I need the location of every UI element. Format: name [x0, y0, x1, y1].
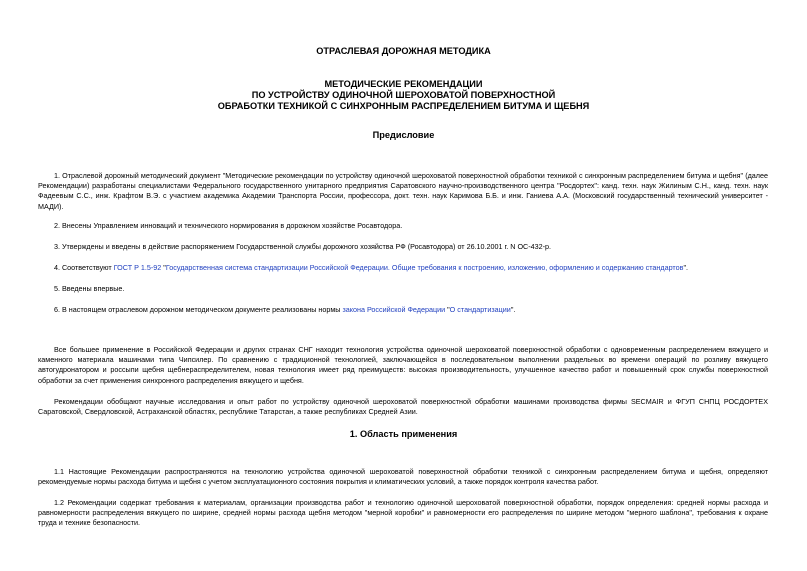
preface-item-4-prefix: 4. Соответствуют: [54, 263, 114, 272]
doc-title-line-2: ПО УСТРОЙСТВУ ОДИНОЧНОЙ ШЕРОХОВАТОЙ ПОВЕРХНОСТНОЙ: [251, 90, 556, 100]
doc-title-line-1: МЕТОДИЧЕСКИЕ РЕКОМЕНДАЦИИ: [324, 79, 483, 89]
standardization-law-link[interactable]: О стандартизации: [449, 305, 511, 314]
intro-paragraph-2: Рекомендации обобщают научные исследования и опыт работ по устройству одиночной шероховатой поверхностной обработки машинами производства фирмы SECMAIR и ФГУП СНПЦ РОСДОРТЕХ Саратовской, Свердловской, Астраханской областях, республике Татарстан, а также республиках Средней Азии.: [38, 397, 768, 417]
gost-link[interactable]: ГОСТ Р 1.5-92: [113, 263, 162, 272]
preface-item-5: 5. Введены впервые.: [54, 284, 125, 293]
agency-heading: ОТРАСЛЕВАЯ ДОРОЖНАЯ МЕТОДИКА: [316, 46, 491, 56]
preface-item-4-suffix: ".: [683, 263, 688, 272]
intro-paragraph-1: Все большее применение в Российской Федерации и других странах СНГ находит технология устройства одиночной шероховатой поверхностной обработки с одновременным распределением вяжущего и каменного материала машинами типа Чипсилер. По сравнению с традиционной технологией, заключающейся в последовательном выполнении раздельных во времени операций по розливу вяжущего автогудронатором и россыпи щебня щебнераспределителем, новая технология имеет ряд преимуществ: высокая производительность, улучшенное качество работ и повышенный срок службы поверхностной обработки за счет применения синхронного распределения вяжущего и щебня.: [38, 345, 768, 385]
section-1-paragraph-2: 1.2 Рекомендации содержат требования к материалам, организации производства работ и технологию одиночной шероховатой поверхностной обработки, порядок определения: средней нормы расхода и равномерности распределения вяжущего по ширине, средней нормы расхода щебня методом "мерной коробки" и равномерности его распределения по ширине методом "мерного шаблона", требования к охране труда и технике безопасности.: [38, 498, 768, 528]
preface-item-6-suffix: ".: [510, 305, 516, 314]
federal-law-link[interactable]: закона Российской Федерации: [342, 305, 446, 314]
doc-title-line-3: ОБРАБОТКИ ТЕХНИКОЙ С СИНХРОННЫМ РАСПРЕДЕЛЕНИЕМ БИТУМА И ЩЕБНЯ: [217, 101, 590, 111]
preface-item-4: [38, 263, 768, 273]
preface-item-3: 3. Утверждены и введены в действие распоряжением Государственной службы дорожного хозяйства РФ (Росавтодора) от 26.10.2001 г. N ОС-432-р.: [54, 242, 552, 251]
preface-item-6-prefix: 6. В настоящем отраслевом дорожном методическом документе реализованы нормы: [54, 305, 343, 314]
preface-item-6: [38, 305, 768, 315]
section-1-paragraph-1: 1.1 Настоящие Рекомендации распространяются на технологию устройства одиночной шероховатой поверхностной обработки техникой с синхронным распределением битума и щебня, определяют рекомендуемые нормы расхода битума и щебня с учетом эксплуатационного состояния покрытия и климатических условий, а также порядок контроля качества работ.: [38, 467, 768, 487]
gost-title-link[interactable]: Государственная система стандартизации Российской Федерации. Общие требования к построению, изложению, оформлению и содержанию стандартов: [165, 263, 684, 272]
section-1-heading: 1. Область применения: [349, 429, 458, 439]
preface-item-1: 1. Отраслевой дорожный методический документ "Методические рекомендации по устройству одиночной шероховатой поверхностной обработки техникой с синхронным распределением битума и щебня" (далее Рекомендации) разработаны специалистами Федерального государственного унитарного предприятия Саратовского научно-производственного центра "Росдортех": канд. техн. наук Жилиным С.Н., канд. техн. наук Фадеевым С.С., инж. Крафтом В.Э. с участием академика Академии Транспорта России, профессора, докт. техн. наук Каримова Б.Б. и инж. Ганиева А.А. (Московский государственный технический университет - МАДИ).: [38, 171, 768, 211]
preface-item-2: 2. Внесены Управлением инноваций и технического нормирования в дорожном хозяйстве Росавтодора.: [54, 221, 403, 230]
preface-item-4-quote: ": [161, 263, 166, 272]
preface-heading: Предисловие: [372, 130, 435, 140]
preface-item-6-quote: ": [445, 305, 450, 314]
